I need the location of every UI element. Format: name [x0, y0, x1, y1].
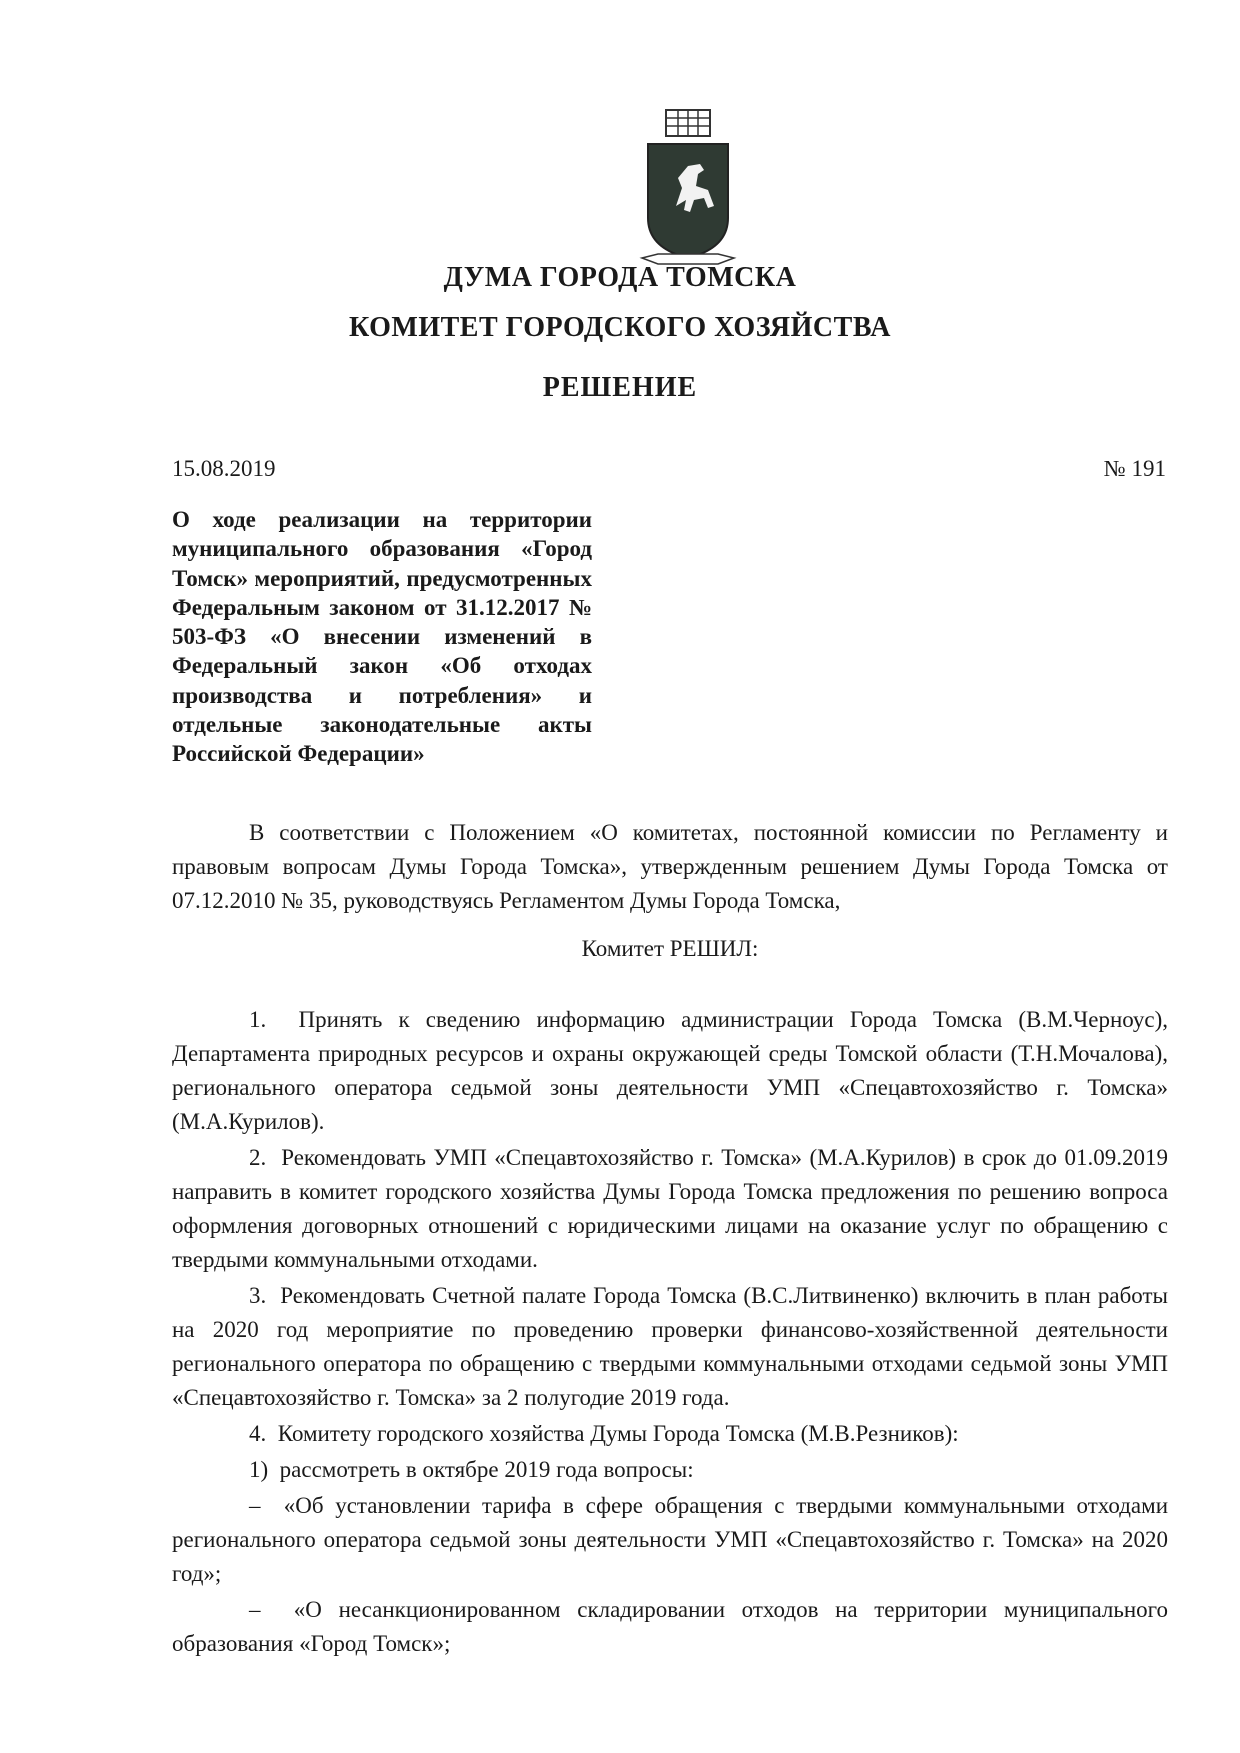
item-4: 4. Комитету городского хозяйства Думы Города Томска (М.В.Резников): [249, 1421, 959, 1446]
item-3: 3. Рекомендовать Счетной палате Города Томска (В.С.Литвиненко) включить в план работы на 2020 год мероприятие по проведению проверки финансово-хозяйственной деятельности регионального оператора по обращению с твердыми коммунальными отходами седьмой зоны УМП «Спецавтохозяйство г. Томска» за 2 полугодие 2019 года. [172, 1283, 1168, 1410]
preamble [172, 816, 1168, 918]
resolved-heading [172, 932, 1168, 966]
item-4-sub-1: 1) рассмотреть в октябре 2019 года вопросы: [249, 1457, 694, 1482]
resolution-items [172, 1003, 1168, 1663]
document-number: № 191 [1103, 456, 1166, 481]
document-subject: О ходе реализации на территории муниципального образования «Город Томск» мероприятий, предусмотренных Федеральным законом от 31.12.2017 № 503-ФЗ «О внесении изменений в Федеральный закон «Об отходах производства и потребления» и отдельные законодательные акты Российской Федерации» [172, 507, 592, 767]
resolved-label: Комитет РЕШИЛ: [581, 936, 759, 961]
item-1: 1. Принять к сведению информацию администрации Города Томска (В.М.Черноус), Департамента природных ресурсов и охраны окружающей среды Томской области (Т.Н.Мочалова), регионального оператора седьмой зоны деятельности УМП «Спецавтохозяйство г. Томска» (М.А.Курилов). [172, 1007, 1168, 1134]
item-4-topic-2: – «О несанкционированном складировании отходов на территории муниципального образования «Город Томск»; [172, 1597, 1168, 1656]
organization-title: ДУМА ГОРОДА ТОМСКА [443, 262, 797, 293]
coat-of-arms-icon [638, 108, 738, 268]
item-2: 2. Рекомендовать УМП «Спецавтохозяйство г. Томска» (М.А.Курилов) в срок до 01.09.2019 направить в комитет городского хозяйства Думы Города Томска предложения по решению вопроса оформления договорных отношений с юридическими лицами на оказание услуг по обращению с твердыми коммунальными отходами. [172, 1145, 1168, 1272]
document-type: РЕШЕНИЕ [542, 372, 698, 403]
committee-title: КОМИТЕТ ГОРОДСКОГО ХОЗЯЙСТВА [349, 312, 891, 343]
document-date: 15.08.2019 [172, 456, 276, 481]
preamble-text: В соответствии с Положением «О комитетах, постоянной комиссии по Регламенту и правовым вопросам Думы Города Томска», утвержденным решением Думы Города Томска от 07.12.2010 № 35, руководствуясь Регламентом Думы Города Томска, [172, 820, 1168, 913]
item-4-topic-1: – «Об установлении тарифа в сфере обращения с твердыми коммунальными отходами регионального оператора седьмой зоны деятельности УМП «Спецавтохозяйство г. Томска» на 2020 год»; [172, 1493, 1168, 1586]
